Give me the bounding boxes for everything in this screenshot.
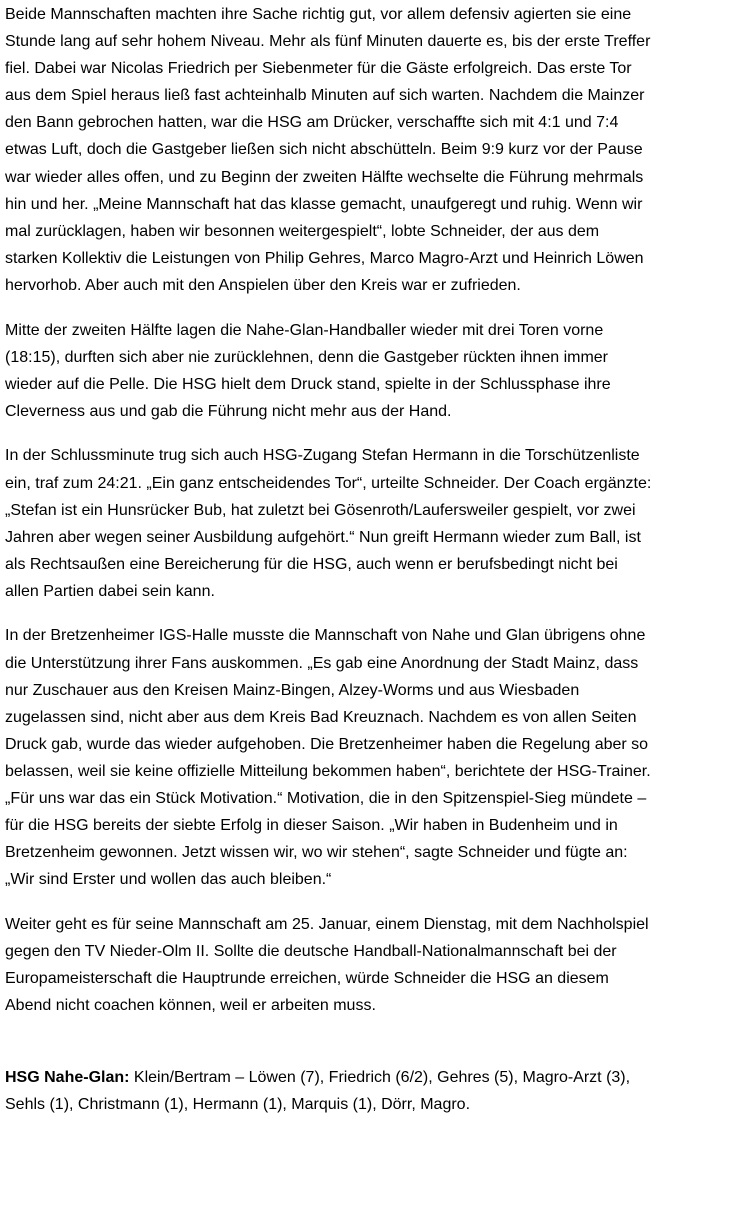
lineup-players: Klein/Bertram – Löwen (7), Friedrich (6/2), Gehres (5), Magro-Arzt (3), Sehls (1), Christmann (1), Hermann (1), Marquis (1), Dörr, Magro. [5, 1068, 631, 1113]
empty-paragraph [5, 1037, 655, 1064]
lineup-team-label: HSG Nahe-Glan: [5, 1068, 130, 1086]
article-paragraph: Mitte der zweiten Hälfte lagen die Nahe-Glan-Handballer wieder mit drei Toren vorne (18:15), durften sich aber nie zurücklehnen, denn die Gastgeber rückten ihnen immer wieder auf die Pelle. Die HSG hielt dem Druck stand, spielte in der Schlussphase ihre Cleverness aus und gab die Führung nicht mehr aus der Hand. [5, 321, 611, 420]
article-paragraph: Weiter geht es für seine Mannschaft am 25. Januar, einem Dienstag, mit dem Nachholspiel gegen den TV Nieder-Olm II. Sollte die deutsche Handball-Nationalmannschaft bei der Europameisterschaft die Hauptrunde erreichen, würde Schneider die HSG an diesem Abend nicht coachen können, weil er arbeiten muss. [5, 915, 649, 1015]
team-lineup [5, 1064, 655, 1118]
article-paragraph: In der Schlussminute trug sich auch HSG-Zugang Stefan Hermann in die Torschützenliste ein, traf zum 24:21. „Ein ganz entscheidendes Tor“, urteilte Schneider. Der Coach ergänzte: „Stefan ist ein Hunsrücker Bub, hat zuletzt bei Gösenroth/Laufersweiler gespielt, vor zwei Jahren aber wegen seiner Ausbildung aufgehört.“ Nun greift Hermann wieder zum Ball, ist als Rechtsaußen eine Bereicherung für die HSG, auch wenn er berufsbedingt nicht bei allen Partien dabei sein kann. [5, 447, 652, 600]
article-paragraph: In der Bretzenheimer IGS-Halle musste die Mannschaft von Nahe und Glan übrigens ohne die Unterstützung ihrer Fans auskommen. „Es gab eine Anordnung der Stadt Mainz, dass nur Zuschauer aus den Kreisen Mainz-Bingen, Alzey-Worms und aus Wiesbaden zugelassen sind, nicht aber aus dem Kreis Bad Kreuznach. Nachdem es von allen Seiten Druck gab, wurde das wieder aufgehoben. Die Bretzenheimer haben die Regelung aber so belassen, weil sie keine offizielle Mitteilung bekommen haben“, berichtete der HSG-Trainer. „Für uns war das ein Stück Motivation.“ Motivation, die in den Spitzenspiel-Sieg mündete – für die HSG bereits der siebte Erfolg in dieser Saison. „Wir haben in Budenheim und in Bretzenheim gewonnen. Jetzt wissen wir, wo wir stehen“, sagte Schneider und fügte an: „Wir sind Erster und wollen das auch bleiben.“ [5, 627, 651, 889]
article-paragraph: Beide Mannschaften machten ihre Sache richtig gut, vor allem defensiv agierten sie eine Stunde lang auf sehr hohem Niveau. Mehr als fünf Minuten dauerte es, bis der erste Treffer fiel. Dabei war Nicolas Friedrich per Siebenmeter für die Gäste erfolgreich. Das erste Tor aus dem Spiel heraus ließ fast achteinhalb Minuten auf sich warten. Nachdem die Mainzer den Bann gebrochen hatten, war die HSG am Drücker, verschaffte sich mit 4:1 und 7:4 etwas Luft, doch die Gastgeber ließen sich nicht abschütteln. Beim 9:9 kurz vor der Pause war wieder alles offen, und zu Beginn der zweiten Hälfte wechselte die Führung mehrmals hin und her. „Meine Mannschaft hat das klasse gemacht, unaufgeregt und ruhig. Wenn wir mal zurücklagen, haben wir besonnen weitergespielt“, lobte Schneider, der aus dem starken Kollektiv die Leistungen von Philip Gehres, Marco Magro-Arzt und Heinrich Löwen hervorhob. Aber auch mit den Anspielen über den Kreis war er zufrieden. [5, 6, 651, 294]
